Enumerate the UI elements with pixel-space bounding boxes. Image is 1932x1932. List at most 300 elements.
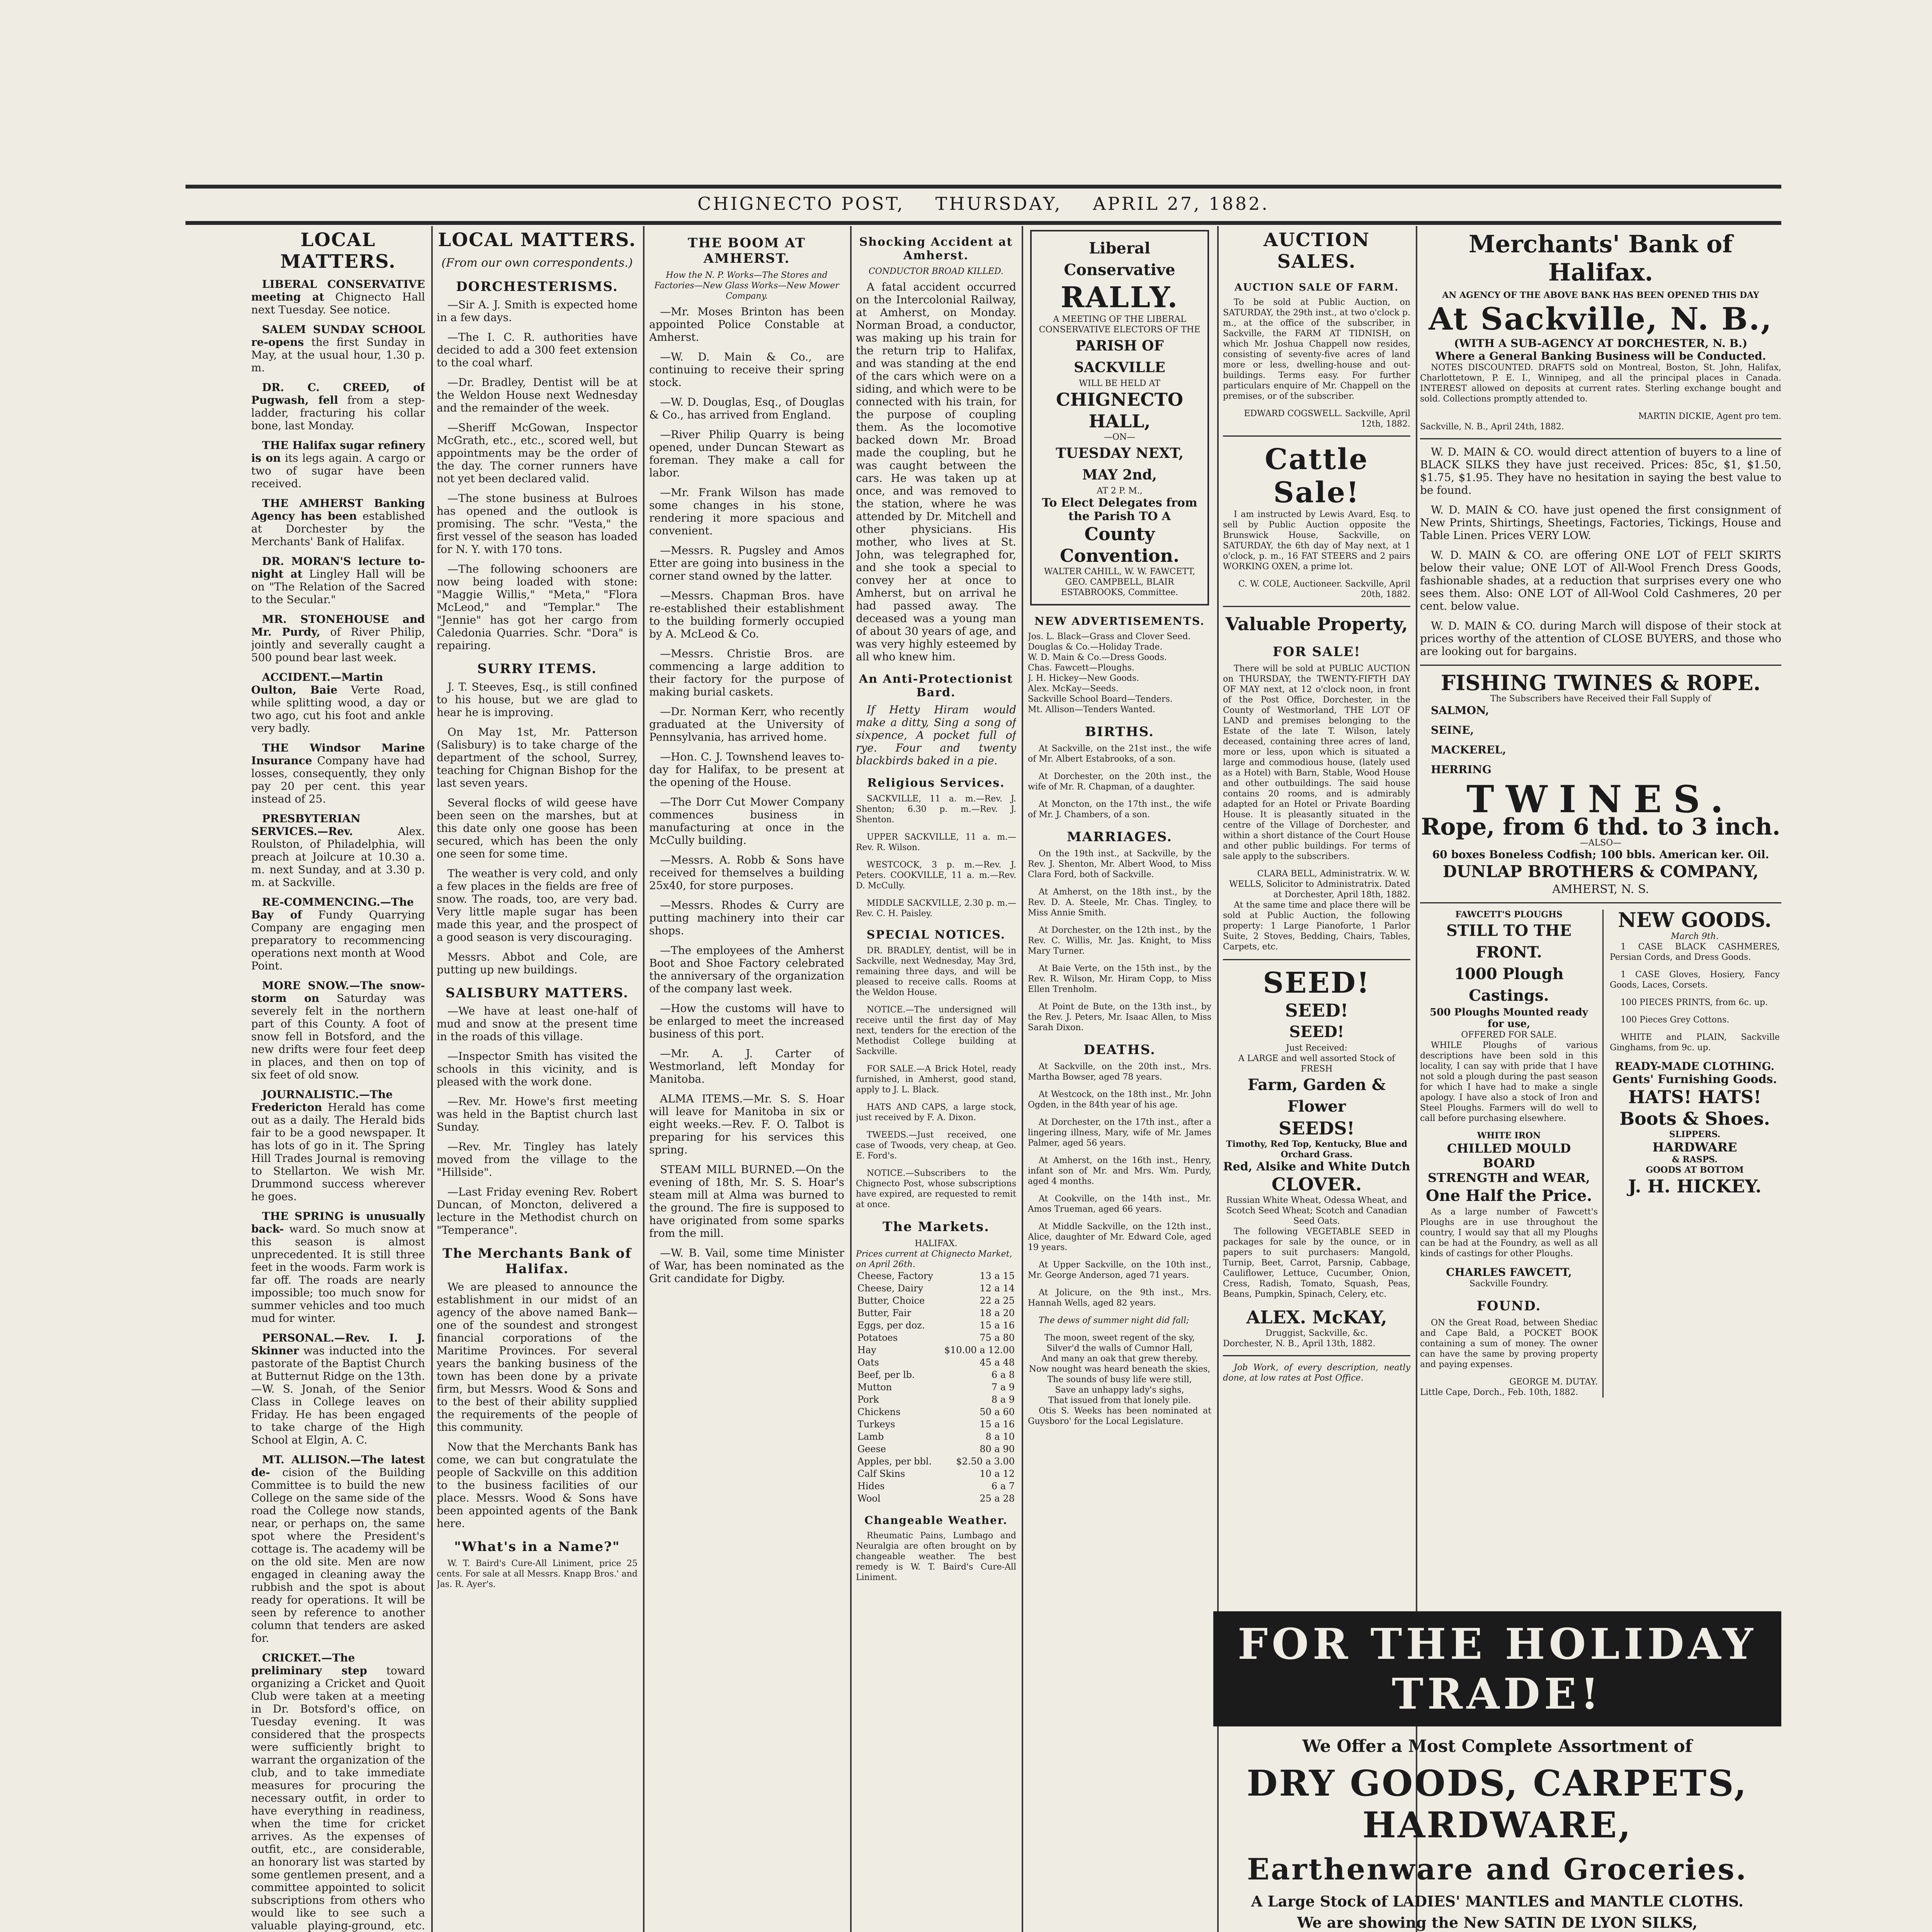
divider — [1223, 606, 1410, 607]
market-row — [856, 1468, 1016, 1480]
local-item-text: cision of the Building Committee is to build the new College on the same side of the road the College now stands, near, or perhaps on, the same spot where the President's cottage is. The academy will be on the old site. Men are now engaged in cleaning away the rubbish and the spot is about ready for operations. It will be seen by reference to another column that tenders are asked for. — [251, 1466, 425, 1645]
market-item: Chickens — [857, 1406, 901, 1417]
local-item-lead: SALEM SUNDAY SCHOOL re-opens — [251, 323, 425, 349]
market-row — [856, 1307, 1016, 1319]
rally-parish: PARISH OF SACKVILLE — [1074, 338, 1165, 376]
hickey-item: 1 CASE Gloves, Hosiery, Fancy Goods, Laces, Corsets. — [1610, 970, 1780, 990]
weather-text: Rheumatic Pains, Lumbago and Neuralgia are often brought on by changeable weather. The best remedy is W. T. Baird's Cure-All Liniment. — [856, 1531, 1016, 1582]
market-item: Geese — [857, 1444, 886, 1454]
clover-1: Red, Alsike and White Dutch — [1223, 1160, 1410, 1173]
holiday-earthenware: Earthenware and Groceries. — [1247, 1852, 1748, 1886]
amherst-item: —W. D. Main & Co., are continuing to receive their spring stock. — [649, 350, 844, 389]
rally-convention: County Convention. — [1060, 524, 1180, 566]
local-item-lead: PERSONAL.—Rev. I. J. Skinner — [251, 1332, 425, 1357]
market-price: 8 a 10 — [985, 1431, 1015, 1442]
amherst-item: —Messrs. Rhodes & Curry are putting machinery into their car shops. — [649, 899, 844, 937]
market-item: Butter, Fair — [857, 1308, 912, 1318]
local-item — [251, 1453, 425, 1645]
market-row — [856, 1356, 1016, 1369]
divider — [1420, 438, 1781, 439]
vegetable-text: The following VEGETABLE SEED in packages for sale by the ounce, or in papers to suit purchasers: Mangold, Turnip, Beet, Carrot, Parsnip, Cabbage, Cauliflower, Lettuce, Cucumber, Onion, Cress, Radish, Tomato, Squash, Peas, Beans, Pumpkin, Spinach, Celery, etc. — [1223, 1227, 1410, 1299]
market-item: Mutton — [857, 1382, 892, 1393]
market-item: Turkeys — [857, 1419, 895, 1430]
masthead-paper: CHIGNECTO POST, — [697, 193, 905, 214]
cattle-text: I am instructed by Lewis Avard, Esq. to sell by Public Auction opposite the Brunswick House, Sackville, on SATURDAY, the 6th day of May next, at 1 o'clock, p. m., 16 FAT STEERS and 2 pairs WORKING OXEN, a prime lot. — [1223, 510, 1410, 571]
market-row — [856, 1492, 1016, 1505]
column-boom-at-amherst — [649, 226, 844, 1932]
market-price: 6 a 7 — [991, 1481, 1015, 1492]
new-ad-line: W. D. Main & Co.—Dress Goods. — [1028, 653, 1167, 662]
market-row — [856, 1344, 1016, 1356]
fawcett-ad — [1420, 910, 1604, 1398]
amherst-item: —Dr. Norman Kerr, who recently graduated at the University of Pennsylvania, has arrived home. — [649, 705, 844, 743]
market-price: $2.50 a 3.00 — [956, 1456, 1015, 1467]
market-price: 25 a 28 — [980, 1493, 1015, 1504]
births-list — [1028, 743, 1211, 820]
death-item: At Sackville, on the 20th inst., Mrs. Martha Bowser, aged 78 years. — [1028, 1062, 1211, 1082]
local-item — [251, 979, 425, 1081]
local-item-lead: LIBERAL CONSERVATIVE meeting at — [251, 278, 425, 303]
dorchester-item: —The I. C. R. authorities have decided to add a 300 feet extension to the coal wharf. — [437, 331, 638, 369]
amherst-item: —W. B. Vail, some time Minister of War, has been nominated as the Grit candidate for Digby. — [649, 1247, 844, 1285]
fawcett-500: 500 Ploughs Mounted ready for use, — [1430, 1007, 1588, 1030]
rally-ad — [1030, 230, 1209, 605]
bank-where: Where a General Banking Business will be Conducted. — [1435, 350, 1766, 362]
seed-large: A LARGE and well assorted Stock of FRESH — [1238, 1054, 1395, 1074]
death-item: At Jolicure, on the 9th inst., Mrs. Hannah Wells, aged 82 years. — [1028, 1288, 1211, 1308]
market-item: Potatoes — [857, 1332, 898, 1343]
new-ads-heading: NEW ADVERTISEMENTS. — [1034, 615, 1205, 628]
amherst-item: —River Philip Quarry is being opened, under Duncan Stewart as foreman. They make a call for labor. — [649, 428, 844, 479]
dorchester-item: —The stone business at Bulroes has opened and the outlook is promising. The schr. "Vesta," the first vessel of the season has loaded for N. Y. with 170 tons. — [437, 492, 638, 556]
local-item-text: the first Sunday in May, at the usual hour, 1.30 p. m. — [251, 336, 425, 374]
masthead-day: THURSDAY, — [935, 193, 1062, 214]
local-item — [251, 1651, 425, 1932]
market-row — [856, 1332, 1016, 1344]
bank-paragraph: We are pleased to announce the establishment in our midst of an agency of the above named Bank—one of the soundest and strongest financial corporations of the Maritime Provinces. For several years the banking business of the town has been done by a private firm, but Messrs. Wood & Sons and to the best of their ability supplied the requirements of the people of this community. — [437, 1281, 638, 1434]
bank-signature: MARTIN DICKIE, Agent pro tem. — [1638, 412, 1781, 421]
local-item-lead: MORE SNOW.—The snow-storm on — [251, 979, 425, 1005]
main-ad-paragraph: W. D. MAIN & CO. would direct attention of buyers to a line of BLACK SILKS they have just received. Prices: 85c, $1, $1.50, $1.75, $1.95. They have no hesitation in saying the best value to be found. — [1420, 446, 1781, 497]
seed-heading-3: SEED! — [1289, 1023, 1344, 1041]
local-item-lead: DR. C. CREED, of Pugwash, fell — [251, 381, 425, 406]
hickey-hats: HATS! HATS! — [1628, 1087, 1762, 1107]
death-item: At Westcock, on the 18th inst., Mr. John Ogden, in the 84th year of his age. — [1028, 1090, 1211, 1110]
hickey-item: WHITE and PLAIN, Sackville Ginghams, from 9c. up. — [1610, 1032, 1780, 1053]
divider — [1223, 959, 1410, 960]
market-item: Butter, Choice — [857, 1295, 925, 1306]
twines-list — [1420, 704, 1781, 776]
fawcett-foundry: Sackville Foundry. — [1469, 1279, 1549, 1289]
deaths-list — [1028, 1061, 1211, 1308]
amherst-item: —The employees of the Amherst Boot and Shoe Factory celebrated the anniversary of the organization of the company last week. — [649, 944, 844, 995]
new-ad-line: Alex. McKay—Seeds. — [1028, 684, 1119, 694]
birth-item: At Sackville, on the 21st inst., the wife of Mr. Albert Estabrooks, of a son. — [1028, 744, 1211, 764]
local-item-lead: CRICKET.—The preliminary step — [251, 1651, 367, 1677]
divider — [1223, 1355, 1410, 1356]
hickey-item: 100 Pieces Grey Cottons. — [1621, 1015, 1730, 1025]
birth-item: At Moncton, on the 17th inst., the wife of Mr. J. Chambers, of a son. — [1028, 799, 1211, 820]
fawcett-offered: OFFERED FOR SALE. — [1461, 1030, 1557, 1040]
seed-heading-1: SEED! — [1263, 966, 1371, 1000]
market-row — [856, 1319, 1016, 1332]
service-item: SACKVILLE, 11 a. m.—Rev. J. Shenton; 6.30 p. m.—Rev. J. Shenton. — [856, 794, 1016, 825]
poem-title: The dews of summer night did fall; — [1039, 1316, 1189, 1325]
amherst-item: —Mr. Moses Brinton has been appointed Police Constable at Amherst. — [649, 305, 844, 344]
fawcett-heading: FAWCETT'S PLOUGHS — [1455, 910, 1563, 920]
hickey-date: March 9th. — [1671, 932, 1719, 941]
market-price: 15 a 16 — [980, 1320, 1015, 1331]
holiday-silks: We are showing the New SATIN DE LYON SILKS, — [1297, 1914, 1698, 1931]
divider — [1223, 435, 1410, 437]
death-item: At Amherst, on the 16th inst., Henry, infant son of Mr. and Mrs. Wm. Purdy, aged 4 months. — [1028, 1156, 1211, 1186]
column-local-matters-2 — [437, 226, 638, 1932]
wheat-text: Russian White Wheat, Odessa Wheat, and Scotch Seed Wheat; Scotch and Canadian Seed Oats. — [1226, 1196, 1407, 1226]
found-signature: GEORGE M. DUTAY. — [1509, 1377, 1598, 1387]
market-price: 75 a 80 — [980, 1332, 1015, 1343]
local-item-text: Verte Road, while splitting wood, a day or two ago, cut his foot and ankle very badly. — [251, 684, 425, 735]
divider — [1420, 665, 1781, 666]
marriage-item: At Dorchester, on the 12th inst., by the Rev. C. Willis, Mr. Jas. Knight, to Miss Mary Turner. — [1028, 925, 1211, 956]
salisbury-item: —Rev. Mr. Tingley has lately moved from the village to the "Hillside". — [437, 1140, 638, 1179]
main-ad-paragraph: W. D. MAIN & CO. during March will dispose of their stock at prices worthy of the attention of CLOSE BUYERS, and those who are looking out for bargains. — [1420, 619, 1781, 658]
amherst-item: —The Dorr Cut Mower Company commences business in manufacturing at once in the McCully building. — [649, 796, 844, 847]
local-item — [251, 278, 425, 316]
hickey-boots: Boots & Shoes. — [1619, 1108, 1770, 1129]
masthead-rule-bottom — [185, 221, 1781, 225]
rally-will: WILL BE HELD AT — [1079, 379, 1160, 388]
local-item — [251, 497, 425, 548]
dunlap-location: AMHERST, N. S. — [1552, 883, 1649, 896]
oil-line: 60 boxes Boneless Codfish; 100 bbls. American ker. Oil. — [1432, 848, 1769, 861]
article-heading: Changeable Weather. — [864, 1514, 1008, 1527]
market-price: 80 a 90 — [980, 1444, 1015, 1454]
market-item: Wool — [857, 1493, 881, 1504]
death-item: At Dorchester, on the 17th inst., after a lingering illness, Mary, wife of Mr. James Palmer, aged 56 years. — [1028, 1117, 1211, 1148]
birth-item: At Dorchester, on the 20th inst., the wife of Mr. R. Chapman, of a daughter. — [1028, 772, 1211, 792]
local-item-text: Herald has come out as a daily. The Herald bids fair to be a good newspaper. It has lots of go in it. The Spring Hill Trades Journal is removing to Stellarton. We wish Mr. Drummond success wherever he goes. — [251, 1101, 425, 1203]
fawcett-white: WHITE IRON — [1477, 1131, 1541, 1141]
farm-heading: AUCTION SALE OF FARM. — [1234, 282, 1399, 293]
market-row — [856, 1443, 1016, 1455]
market-row — [856, 1369, 1016, 1381]
market-item: Hides — [857, 1481, 885, 1492]
hickey-item: 1 CASE BLACK CASHMERES, Persian Cords, and Dress Goods. — [1610, 942, 1780, 962]
salisbury-item: —Inspector Smith has visited the schools in this vicinity, and is pleased with the work done. — [437, 1050, 638, 1088]
salisbury-item: —We have at least one-half of mud and snow at the present time in the roads of this village. — [437, 1005, 638, 1043]
found-location: Little Cape, Dorch., Feb. 10th, 1882. — [1420, 1388, 1578, 1397]
dunlap-name: DUNLAP BROTHERS & COMPANY, — [1442, 862, 1759, 881]
poem-line: Now nought was heard beneath the skies, — [1029, 1364, 1211, 1374]
column-local-matters-1 — [251, 226, 425, 1932]
market-item: Eggs, per doz. — [857, 1320, 925, 1331]
farm-text: To be sold at Public Auction, on SATURDAY, the 29th inst., at two o'clock p. m., at the office of the subscriber, in Sackville, the FARM AT TIDNISH, on which Mr. Joshua Chappell now resides, consisting of seventy-five acres of land more or less, dwelling-house and out-buildings. Terms easy. For further particulars enquire of Mr. Chappell on the premises, or of the subscriber. — [1223, 298, 1410, 401]
twines-big: TWINES. — [1466, 777, 1735, 821]
market-price: 7 a 9 — [991, 1382, 1015, 1393]
article-subheading: How the N. P. Works—The Stores and Factories—New Glass Works—New Mower Company. — [654, 270, 839, 301]
notice-item: HATS AND CAPS, a large stock, just received by F. A. Dixon. — [856, 1102, 1016, 1122]
local-item-text: was inducted into the pastorate of the Baptist Church at Butternut Ridge on the 13th.—W. S. Jonah, of the Senior Class in College leaves on Friday. He has been engaged to take charge of the High School at Elgin, A. C. — [251, 1344, 425, 1446]
dorchester-item: —Sir A. J. Smith is expected home in a few days. — [437, 298, 638, 324]
service-item: MIDDLE SACKVILLE, 2.30 p. m.—Rev. C. H. Paisley. — [856, 898, 1016, 918]
local-item-text: Alex. Roulston, of Philadelphia, will preach at Joilcure at 10.30 a. m. next Sunday, and at 3.30 p. m. at Sackville. — [251, 825, 425, 889]
auction-heading: AUCTION SALES. — [1263, 229, 1370, 272]
market-row — [856, 1381, 1016, 1393]
amherst-item: —Hon. C. J. Townshend leaves to-day for Halifax, to be present at the opening of the House. — [649, 750, 844, 789]
seeds-label: SEEDS! — [1279, 1118, 1355, 1139]
new-ad-line: Jos. L. Black—Grass and Clover Seed. — [1028, 632, 1191, 641]
hickey-item: 100 PIECES PRINTS, from 6c. up. — [1621, 998, 1768, 1007]
fawcett-chilled: CHILLED MOULD BOARD — [1447, 1141, 1571, 1170]
surry-items — [437, 680, 638, 976]
divider — [1420, 902, 1781, 903]
marriage-item: At Baie Verte, on the 15th inst., by the Rev. R. Wilson, Mr. Hiram Copp, to Miss Ellen Trenholm. — [1028, 964, 1211, 994]
market-item: Hay — [857, 1345, 876, 1355]
market-price: $10.00 a 12.00 — [944, 1345, 1015, 1355]
surry-item: The weather is very cold, and only a few places in the fields are free of snow. The roads, too, are very bad. Very little maple sugar has been made this year, and the prospect of a good season is very discouraging. — [437, 867, 638, 944]
seed-heading-2: SEED! — [1285, 1000, 1349, 1021]
amherst-item: —Messrs. Chapman Bros. have re-established their establishment to the building formerly occupied by A. McLeod & Co. — [649, 589, 844, 640]
market-item: Cheese, Factory — [857, 1270, 933, 1281]
poem-lines — [1028, 1333, 1211, 1406]
hickey-bottom: GOODS AT BOTTOM — [1646, 1165, 1744, 1175]
name-items — [437, 1558, 638, 1590]
local-item-lead: THE SPRING is unusually back- — [251, 1210, 425, 1235]
deaths-heading: DEATHS. — [1083, 1042, 1156, 1058]
notice-item: NOTICE.—The undersigned will receive until the first day of May next, tenders for the erection of the Methodist College building at Sackville. — [856, 1005, 1016, 1056]
marriages-list — [1028, 849, 1211, 1033]
article-subheading: CONDUCTOR BROAD KILLED. — [869, 267, 1003, 276]
twine-type: MACKEREL, — [1431, 743, 1506, 756]
notice-item: NOTICE.—Subscribers to the Chignecto Post, whose subscriptions have expired, are requested to remit at once. — [856, 1168, 1016, 1209]
hickey-title: NEW GOODS. — [1618, 908, 1772, 932]
market-item: Beef, per lb. — [857, 1369, 915, 1380]
fawcett-front: STILL TO THE FRONT. — [1446, 922, 1572, 961]
column-rule — [1022, 226, 1023, 1932]
bank-text: NOTES DISCOUNTED. DRAFTS sold on Montreal, Boston, St. John, Halifax, Charlottetown, P. E. I., Winnipeg, and all the principal places in Canada. INTEREST allowed on deposits at current rates. Sterling exchange bought and sold. Collections promptly attended to. — [1420, 363, 1781, 404]
seed-farm: Farm, Garden & Flower — [1247, 1076, 1386, 1116]
local-item-lead: MR. STONEHOUSE and Mr. Purdy, — [251, 613, 425, 638]
local-item-lead: JOURNALISTIC.—The Fredericton — [251, 1088, 393, 1114]
amherst-item: —Messrs. R. Pugsley and Amos Etter are going into business in the corner stand owned by the latter. — [649, 544, 844, 582]
market-price: 50 a 60 — [980, 1406, 1015, 1417]
new-ads-list — [1028, 631, 1211, 715]
holiday-trade-ad — [1213, 1611, 1781, 1932]
market-price: 13 a 15 — [980, 1270, 1015, 1281]
rally-purpose: To Elect Delegates from the Parish TO A — [1042, 496, 1197, 523]
local-item-lead: MT. ALLISON.—The latest de- — [251, 1453, 425, 1479]
rope-line: Rope, from 6 thd. to 3 inch. — [1421, 813, 1781, 840]
main-ad-paragraph: W. D. MAIN & CO. have just opened the first consignment of New Prints, Shirtings, Sheetings, Factories, Tickings, House and Table Linen. Prices VERY LOW. — [1420, 503, 1781, 542]
clover-2: CLOVER. — [1271, 1174, 1362, 1195]
also-sold-text: At the same time and place there will be sold at Public Auction, the following property: 1 Large Pianoforte, 1 Parlor Suite, 2 Stoves, Bedding, Chairs, Tables, Carpets, etc. — [1223, 900, 1410, 952]
property-heading: Valuable Property, — [1225, 614, 1408, 634]
holiday-offer: We Offer a Most Complete Assortment of — [1302, 1736, 1692, 1756]
hickey-hardware: HARDWARE — [1652, 1140, 1737, 1155]
amherst-item: STEAM MILL BURNED.—On the evening of 18th, Mr. S. S. Hoar's steam mill at Alma was burned to the ground. The fire is supposed to have originated from some sparks from the mill. — [649, 1163, 844, 1240]
local-item — [251, 1332, 425, 1446]
column-rally — [1028, 226, 1211, 1932]
local-item-text: Fundy Quarrying Company are engaging men preparatory to recommencing operations next month at Wood Point. — [251, 908, 425, 972]
section-heading: LOCAL MATTERS. — [438, 229, 636, 251]
new-ad-line: Mt. Allison—Tenders Wanted. — [1028, 705, 1156, 714]
article-heading: SPECIAL NOTICES. — [866, 928, 1006, 942]
market-row — [856, 1406, 1016, 1418]
amherst-items — [649, 305, 844, 1285]
market-price: 8 a 9 — [991, 1394, 1015, 1405]
fawcett-half: One Half the Price. — [1425, 1187, 1592, 1205]
rally-time: AT 2 P. M., — [1097, 486, 1143, 496]
subsection-heading: The Merchants Bank of Halifax. — [442, 1246, 632, 1277]
local-item — [251, 896, 425, 972]
local-item — [251, 812, 425, 889]
local-item-text: Chignecto Hall next Tuesday. See notice. — [251, 291, 425, 316]
notice-item: FOR SALE.—A Brick Hotel, ready furnished, in Amherst, good stand, apply to J. L. Black. — [856, 1064, 1016, 1095]
local-item-lead: ACCIDENT.—Martin Oulton, Baie — [251, 671, 383, 696]
amherst-item: —How the customs will have to be enlarged to meet the increased business of this port. — [649, 1002, 844, 1040]
market-price: 22 a 25 — [980, 1295, 1015, 1306]
subsection-heading: SURRY ITEMS. — [477, 661, 597, 677]
bank-paragraph: Now that the Merchants Bank has come, we can but congratulate the people of Sackville on this addition to the business facilities of our place. Messrs. Wood & Sons have been appointed agents of the Bank here. — [437, 1440, 638, 1530]
cattle-signature: C. W. COLE, Auctioneer. Sackville, April 20th, 1882. — [1238, 579, 1410, 599]
correspondent-note: (From our own correspondents.) — [441, 256, 633, 270]
found-text: ON the Great Road, between Shediac and Cape Bald, a POCKET BOOK containing a sum of money. The owner can have the same by proving property and paying expenses. — [1420, 1318, 1598, 1369]
poem-line: That issued from that lonely pile. — [1048, 1396, 1191, 1405]
surry-item: Messrs. Abbot and Cole, are putting up new buildings. — [437, 951, 638, 976]
accident-text: A fatal accident occurred on the Intercolonial Railway, at Amherst, on Monday. Norman Broad, a conductor, was making up his train for the return trip to Halifax, and was standing at the end of the cars which were on a siding, and which were to be connected with his train, for the purpose of coupling them. As the locomotive backed down Mr. Broad made the coupling, but he was caught between the cars. He was taken up at once, and was removed to the station, where he was attended by Dr. Mitchell and other physicians. His mother, who lives at St. John, was telegraphed for, and she took a special to convey her at once to Amherst, but on arrival he had passed away. The deceased was a young man of about 30 years of age, and was very highly esteemed by all who knew him. — [856, 281, 1016, 663]
local-item — [251, 439, 425, 490]
masthead — [185, 193, 1781, 220]
services-list — [856, 794, 1016, 919]
market-price: 15 a 16 — [980, 1419, 1015, 1430]
marriage-item: At Amherst, on the 18th inst., by the Rev. D. A. Steele, Mr. Chas. Tingley, to Miss Annie Smith. — [1028, 887, 1211, 918]
local-item-text: Saturday was severely felt in the northern part of this County. A foot of snow fell in Botsford, and the new drifts were four feet deep in places, and then on top of six feet of old snow. — [251, 992, 425, 1081]
market-item: Lamb — [857, 1431, 884, 1442]
marriage-item: On the 19th inst., at Sackville, by the Rev. J. Shenton, Mr. Albert Wood, to Miss Clara Ford, both of Sackville. — [1028, 849, 1211, 879]
market-row — [856, 1430, 1016, 1443]
local-item-lead: DR. MORAN'S lecture to-night at — [251, 555, 425, 580]
market-row — [856, 1393, 1016, 1406]
hickey-ad — [1610, 910, 1780, 1398]
bard-text: If Hetty Hiram would make a ditty, Sing a song of sixpence, A pocket full of rye. Four and twenty blackbirds baked in a pie. — [856, 703, 1016, 767]
property-text: There will be sold at PUBLIC AUCTION on THURSDAY, the TWENTY-FIFTH DAY OF MAY next, at 12 o'clock noon, in front of the Post Office, Dorchester, in the County of Westmorland, THE LOT OF LAND and premises belonging to the Estate of the late T. Wilson, lately deceased, containing three acres of land, more or less, upon which is situated a large and commodious house, (lately used as a Hotel) with Barn, Stable, Wood House and other outbuildings. The said house contains 20 rooms, and is admirably adapted for an Hotel or Private Boarding House. It is pleasantly situated in the centre of the Village of Dorchester, and within a short distance of the Court House and other public buildings. For terms of sale apply to the subscribers. — [1223, 664, 1410, 861]
mckay-name: ALEX. McKAY, — [1246, 1307, 1387, 1328]
lower-ads — [1420, 910, 1781, 1398]
column-rule — [431, 226, 433, 1932]
masthead-rule-top — [185, 185, 1781, 189]
local-item-text: established at Dorchester by the Merchants' Bank of Halifax. — [251, 510, 425, 548]
amherst-item: —W. D. Douglas, Esq., of Douglas & Co., has arrived from England. — [649, 396, 844, 421]
markets-location: HALIFAX. — [915, 1239, 957, 1248]
markets-note: Prices current at Chignecto Market, on April 26th. — [856, 1249, 1012, 1269]
amherst-item: —Messrs. Christie Bros. are commencing a large addition to their factory for the purpose of making burial caskets. — [649, 647, 844, 698]
hickey-items — [1610, 942, 1780, 1053]
rally-line2: RALLY. — [1060, 281, 1179, 314]
local-item — [251, 1210, 425, 1325]
bank-items — [437, 1281, 638, 1530]
market-price: 10 a 12 — [980, 1468, 1015, 1479]
salisbury-item: —Rev. Mr. Howe's first meeting was held in the Baptist church last Sunday. — [437, 1095, 638, 1133]
bank-date: Sackville, N. B., April 24th, 1882. — [1420, 422, 1564, 432]
dorchester-item: —Sheriff McGowan, Inspector McGrath, etc., etc., scored well, but appointments may be the order of the day. The corner runners have not yet been declared valid. — [437, 421, 638, 485]
notice-item: DR. BRADLEY, dentist, will be in Sackville, next Wednesday, May 3rd, remaining three days, and will be pleased to receive calls. Rooms at the Weldon House. — [856, 946, 1016, 997]
local-items-list — [251, 278, 425, 1932]
mckay-date: Dorchester, N. B., April 13th, 1882. — [1223, 1339, 1376, 1349]
local-item-text: Company have had losses, consequently, they only pay 20 per cent. this year instead of 25. — [251, 754, 425, 805]
local-item-text: from a step-ladder, fracturing his collar bone, last Monday. — [251, 394, 425, 432]
hickey-name: J. H. HICKEY. — [1628, 1176, 1762, 1197]
local-item-text: ward. So much snow at this season is almost unprecedented. It is still three feet in the woods. Farm work is far off. The roads are nearly impossible; too much snow for summer vehicles and too much mud for winter. — [251, 1223, 425, 1325]
new-ad-line: Sackville School Board—Tenders. — [1028, 694, 1173, 704]
poem-line: The sounds of busy life were still, — [1047, 1375, 1192, 1384]
local-item — [251, 555, 425, 606]
main-ad-paragraph: W. D. MAIN & CO. are offering ONE LOT of FELT SKIRTS below their value; ONE LOT of All-Wool French Dress Goods, fashionable shades, at a reduction that surprises every one who sees them. Also: ONE LOT of All-Wool Cold Cashmeres, 20 per cent. below value. — [1420, 549, 1781, 612]
fawcett-strength: STRENGTH and WEAR, — [1427, 1170, 1590, 1185]
dorchester-item: —Dr. Bradley, Dentist will be at the Weldon House next Wednesday and the remainder of the week. — [437, 376, 638, 414]
service-item: UPPER SACKVILLE, 11 a. m.—Rev. R. Wilson. — [856, 832, 1016, 852]
seed-just: Just Received: — [1286, 1043, 1348, 1053]
column-auction — [1223, 226, 1410, 1602]
bank-with: (WITH A SUB-AGENCY AT DORCHESTER, N. B.) — [1454, 337, 1748, 350]
local-item-text: its legs again. A cargo or two of sugar have been received. — [251, 452, 425, 490]
seed-list: Timothy, Red Top, Kentucky, Blue and Orchard Grass. — [1226, 1139, 1408, 1160]
hickey-clothing: READY-MADE CLOTHING. — [1615, 1060, 1775, 1073]
new-ad-line: Douglas & Co.—Holiday Trade. — [1028, 642, 1163, 652]
hickey-slippers: SLIPPERS. — [1669, 1129, 1721, 1139]
amherst-item: —Messrs. A. Robb & Sons have received for themselves a building 25x40, for store purposes. — [649, 854, 844, 892]
bank-heading: Merchants' Bank of Halifax. — [1468, 230, 1733, 286]
column-accident — [856, 226, 1016, 1932]
article-heading: Shocking Accident at Amherst. — [859, 235, 1013, 262]
local-item-text: Lingley Hall will be on "The Relation of the Sacred to the Secular." — [251, 568, 425, 606]
local-item-text: of River Philip, jointly and severally caught a 500 pound bear last week. — [251, 626, 425, 664]
market-price: 18 a 20 — [980, 1308, 1015, 1318]
salisbury-items — [437, 1005, 638, 1236]
surry-item: J. T. Steeves, Esq., is still confined to his house, but we are glad to hear he is improving. — [437, 680, 638, 719]
markets-heading: The Markets. — [883, 1219, 990, 1235]
column-rule — [643, 226, 645, 1932]
notices-list — [856, 946, 1016, 1210]
local-item — [251, 323, 425, 374]
local-item — [251, 613, 425, 664]
found-heading: FOUND. — [1476, 1298, 1541, 1314]
holiday-goods: DRY GOODS, CARPETS, HARDWARE, — [1247, 1762, 1748, 1846]
bank-sub: AN AGENCY OF THE ABOVE BANK HAS BEEN OPENED THIS DAY — [1442, 290, 1759, 300]
service-item: WESTCOCK, 3 p. m.—Rev. J. Peters. COOKVILLE, 11 a. m.—Rev. D. McCully. — [856, 860, 1016, 891]
poem-line: And many an oak that grew thereby. — [1041, 1354, 1198, 1364]
rally-text: A MEETING OF THE LIBERAL CONSERVATIVE ELECTORS OF THE — [1039, 315, 1201, 335]
market-row — [856, 1282, 1016, 1294]
market-item: Apples, per bbl. — [857, 1456, 932, 1467]
market-row — [856, 1294, 1016, 1307]
fawcett-text: WHILE Ploughs of various descriptions have been sold in this locality, I can say with pride that I have not sold a plough during the past season for which I have had to make a single apology. I have also a stock of Iron and Steel Ploughs. Farmers will do well to call before purchasing elsewhere. — [1420, 1041, 1598, 1123]
amherst-item: ALMA ITEMS.—Mr. S. S. Hoar will leave for Manitoba in six or eight weeks.—Rev. F. O. Talbot is preparing for his services this spring. — [649, 1092, 844, 1156]
rally-hall: CHIGNECTO HALL, — [1056, 389, 1183, 432]
local-item-text: toward organizing a Cricket and Quoit Club were taken at a meeting in Dr. Botsford's office, on Tuesday evening. It was considered that the prospects were sufficiently bright to warrant the organization of the club, and to take immediate measures for procuring the necessary outfit, in order to have everything in readiness, when the time for cricket arrives. As the expenses of outfit, etc., are considerable, an honorary list was started by some gentlemen present, and a committee appointed to solicit subscriptions from others who would like to see such a valuable playing-ground, etc. — [251, 1664, 425, 1932]
mckay-sub: Druggist, Sackville, &c. — [1265, 1328, 1368, 1338]
death-item: At Upper Sackville, on the 10th inst., Mr. George Anderson, aged 71 years. — [1028, 1260, 1211, 1280]
amherst-item: —Mr. Frank Wilson has made some changes in his stone, rendering it more spacious and convenient. — [649, 486, 844, 537]
article-heading: THE BOOM AT AMHERST. — [687, 235, 806, 266]
name-paragraph: W. T. Baird's Cure-All Liniment, price 25 cents. For sale at all Messrs. Knapp Bros.' and Jas. R. Ayer's. — [437, 1559, 638, 1589]
column-merchants-bank — [1420, 226, 1781, 1602]
hickey-gents: Gents' Furnishing Goods. — [1612, 1073, 1777, 1086]
twine-type: SEINE, — [1431, 724, 1474, 736]
subsection-heading: SALISBURY MATTERS. — [446, 985, 629, 1001]
local-item-lead: THE Halifax sugar refinery is on — [251, 439, 425, 464]
holiday-mantles: A Large Stock of LADIES' MANTLES and MANTLE CLOTHS. — [1251, 1893, 1744, 1910]
masthead-date: APRIL 27, 1882. — [1093, 193, 1269, 214]
